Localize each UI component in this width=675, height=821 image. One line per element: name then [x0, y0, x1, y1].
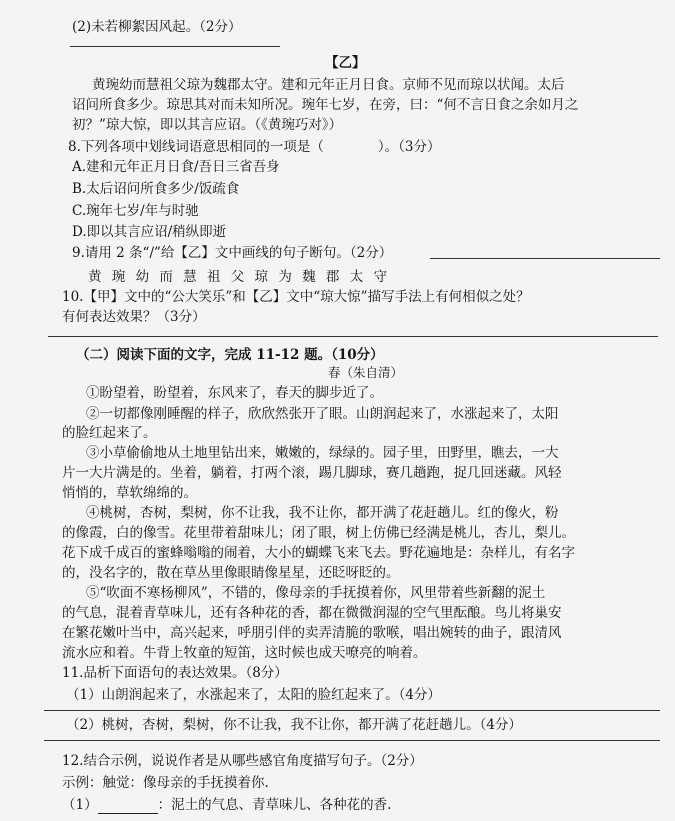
- answer-line-10: [48, 336, 658, 337]
- answer-line-11-1: [44, 710, 660, 711]
- answer-line-11-2: [44, 740, 660, 741]
- passage-paragraph-5-line-4: 流水应和着。牛背上牧童的短笛，这时候也成天嘹亮的响着。: [62, 645, 427, 661]
- question-8-option-c: C.琬年七岁/年与时驰: [72, 203, 199, 219]
- question-12: 12.结合示例，说说作者是从哪些感官角度描写句子。（2分）: [62, 753, 423, 769]
- passage-paragraph-5-line-2: 的气息，混着青草味儿，还有各种花的香，都在微微润湿的空气里酝酿。鸟儿将巢安: [62, 605, 562, 621]
- section-2-header: （二）阅读下面的文字，完成 11-12 题。（10分）: [76, 347, 384, 363]
- passage-paragraph-2-line-1: ②一切都像刚睡醒的样子，欣欣然张开了眼。山朗润起来了，水涨起来了，太阳: [86, 406, 559, 422]
- passage-paragraph-2-line-2: 的脸红起来了。: [62, 425, 157, 441]
- question-11: 11.品析下面语句的表达效果。（8分）: [62, 665, 288, 681]
- question-11-2: （2）桃树，杏树，梨树，你不让我，我不让你，都开满了花赶趟儿。（4分）: [66, 717, 522, 733]
- question-8-option-a: A.建和元年正月日食/吾日三省吾身: [72, 159, 280, 175]
- question-12-item-1-number: （1）: [62, 797, 98, 813]
- passage-title: 春（朱自清）: [328, 365, 404, 380]
- passage-paragraph-5-line-1: ⑤“吹面不寒杨柳风”，不错的，像母亲的手抚摸着你，风里带着些新翻的泥土: [86, 585, 546, 601]
- passage-paragraph-4-line-4: 的，没名字的，散在草丛里像眼睛像星星，还眨呀眨的。: [62, 565, 400, 581]
- question-10-line-1: 10.【甲】文中的“公大笑乐”和【乙】文中“琼大惊”描写手法上有何相似之处？: [62, 289, 530, 305]
- passage-paragraph-3-line-2: 片一大片满是的。坐着，躺着，打两个滚，踢几脚球，赛几趟跑，捉几回迷藏。风轻: [62, 465, 562, 481]
- passage-paragraph-5-line-3: 在繁花嫩叶当中，高兴起来，呼朋引伴的卖弄清脆的歌喉，唱出婉转的曲子，跟清风: [62, 625, 562, 641]
- answer-line-7-2: [70, 46, 280, 47]
- question-10-line-2: 有何表达效果？（3分）: [62, 309, 206, 325]
- question-11-1: （1）山朗润起来了，水涨起来了，太阳的脸红起来了。（4分）: [66, 687, 441, 703]
- question-8: 8.下列各项中划线词语意思相同的一项是（ ）。（3分）: [68, 139, 441, 155]
- passage-paragraph-1: ①盼望着，盼望着，东风来了，春天的脚步近了。: [86, 385, 383, 401]
- yi-passage-line-3: 初？”琼大惊，即以其言应诏。（《黄琬巧对》）: [72, 117, 343, 133]
- answer-line-9: [430, 258, 660, 259]
- section-yi-header: 【乙】: [325, 55, 366, 71]
- passage-paragraph-4-line-3: 花下成千成百的蜜蜂嗡嗡的闹着，大小的蝴蝶飞来飞去。野花遍地是：杂样儿，有名字: [62, 545, 575, 561]
- passage-paragraph-4-line-1: ④桃树，杏树，梨树，你不让我，我不让你，都开满了花赶趟儿。红的像火，粉: [86, 505, 559, 521]
- question-9: 9.请用 2 条“/”给【乙】文中画线的句子断句。（2分）: [72, 245, 393, 261]
- question-8-option-d: D.即以其言应诏/稍纵即逝: [72, 224, 227, 240]
- question-7-2: (2)未若柳絮因风起。（2分）: [72, 19, 242, 35]
- passage-paragraph-3-line-3: 悄悄的，草软绵绵的。: [62, 485, 197, 501]
- passage-paragraph-3-line-1: ③小草偷偷地从土地里钻出来，嫩嫩的，绿绿的。园子里，田野里，瞧去，一大: [86, 445, 559, 461]
- question-9-sentence: 黄 琬 幼 而 慧 祖 父 琼 为 魏 郡 太 守: [88, 269, 390, 285]
- question-8-option-b: B.太后诏问所食多少/饭疏食: [72, 181, 240, 197]
- question-12-example: 示例：触觉：像母亲的手抚摸着你.: [62, 775, 269, 791]
- passage-paragraph-4-line-2: 的像霞，白的像雪。花里带着甜味儿；闭了眼，树上仿佛已经满是桃儿，杏儿，梨儿。: [62, 525, 575, 541]
- yi-passage-line-2: 诏问所食多少。琼思其对而未知所况。琬年七岁，在旁，曰：“何不言日食之余如月之: [72, 97, 579, 113]
- question-12-item-1-blank[interactable]: [98, 799, 158, 814]
- question-12-item-1-text: ：泥土的气息、青草味儿、各种花的香.: [157, 797, 392, 813]
- yi-passage-line-1: 黄琬幼而慧祖父琼为魏郡太守。建和元年正月日食。京师不见而琼以状闻。太后: [92, 77, 565, 93]
- question-12-item-1: [62, 796, 391, 814]
